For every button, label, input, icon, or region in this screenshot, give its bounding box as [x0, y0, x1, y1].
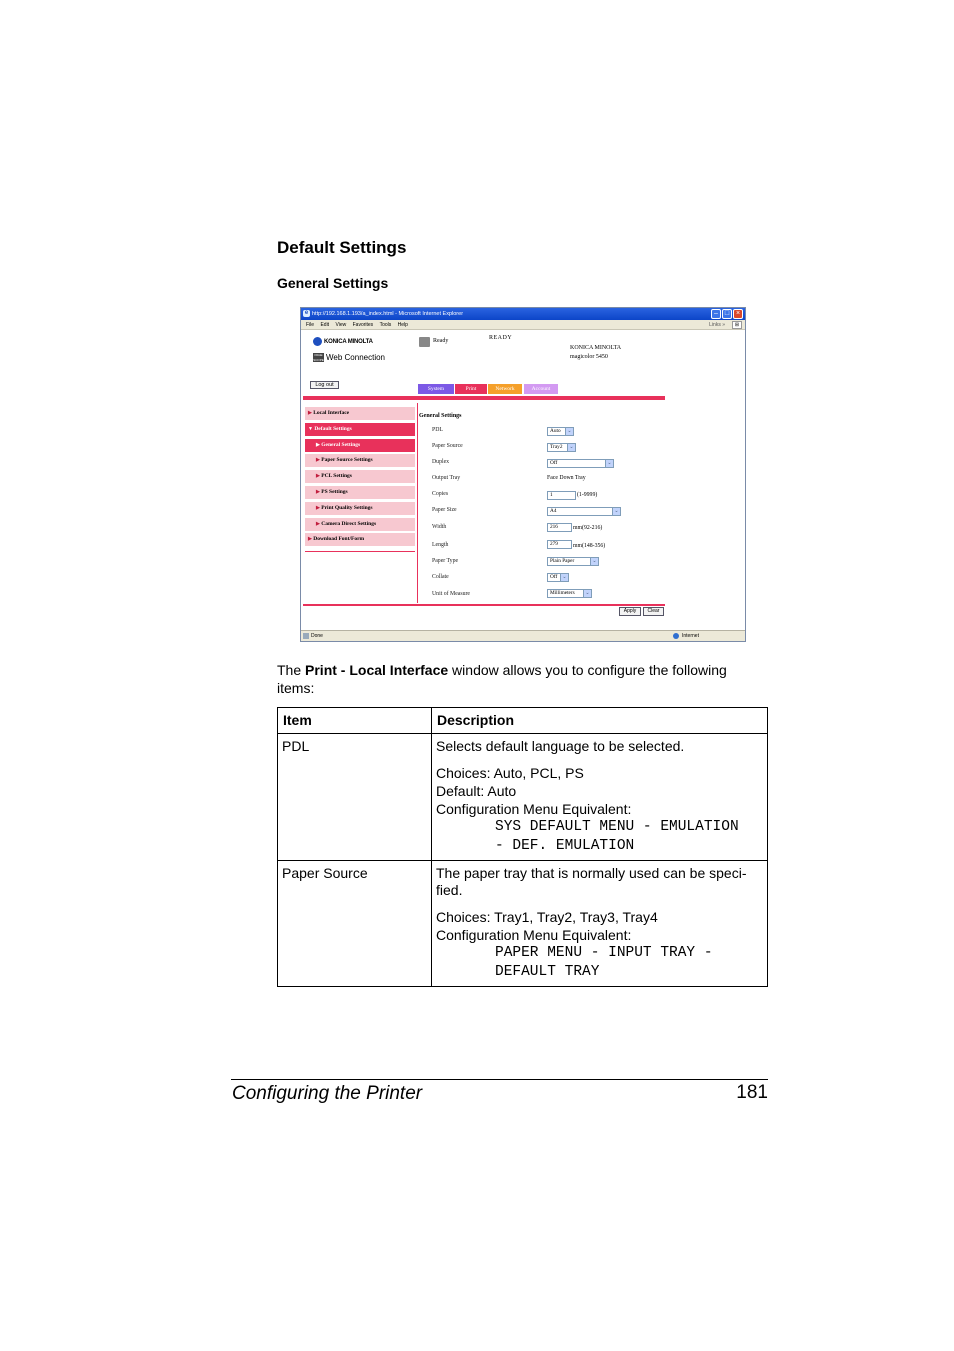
browser-menubar: [301, 320, 745, 330]
length-input[interactable]: 279: [547, 540, 572, 549]
paper-size-value: A4: [550, 508, 557, 514]
sidebar-item-label: Download Font/Form: [313, 536, 365, 543]
sidebar-item-print-quality-settings[interactable]: [305, 502, 415, 515]
tab-system[interactable]: System: [418, 384, 454, 394]
apply-button[interactable]: Apply: [619, 607, 641, 616]
model-vendor: KONICA MINOLTA: [570, 345, 622, 351]
brand-name: KONICA MINOLTA: [324, 339, 373, 346]
internet-zone-icon: [673, 633, 679, 639]
settings-table: [277, 707, 768, 987]
collate-value: Off: [550, 574, 558, 580]
section-heading: Default Settings: [277, 238, 407, 257]
windows-flag-icon: ⊞: [732, 321, 742, 329]
menu-path: SYS DEFAULT MENU - EMULATION: [495, 819, 739, 835]
description-text: Selects default language to be selected.: [436, 738, 685, 754]
triangle-right-icon: ▶: [316, 489, 320, 495]
collate-label: Collate: [432, 574, 449, 580]
row-item-pdl: PDL: [278, 734, 432, 861]
chevron-icon[interactable]: »: [722, 322, 725, 328]
paper-type-value: Plain Paper: [550, 558, 575, 564]
pagescope-logo: PAGE SCOPE: [313, 353, 324, 362]
subsection-heading: General Settings: [277, 275, 389, 291]
length-range: mm(148-356): [573, 543, 606, 549]
chevron-down-icon: ⌄: [583, 590, 591, 597]
sidebar-item-label: Camera Direct Settings: [321, 520, 377, 527]
pdl-label: PDL: [432, 427, 443, 433]
header-description: Description: [432, 708, 768, 734]
triangle-right-icon: ▶: [316, 442, 320, 448]
logout-button[interactable]: Log out: [310, 381, 339, 389]
clear-button[interactable]: Clear: [643, 607, 664, 616]
intro-paragraph: [277, 661, 757, 697]
duplex-select[interactable]: [547, 459, 614, 468]
triangle-right-icon: ▶: [308, 411, 312, 416]
browser-title: http://192.168.1.193/a_index.html - Microsoft Internet Explorer: [312, 311, 464, 317]
footer-rule: [231, 1079, 768, 1080]
width-input[interactable]: 216: [547, 523, 572, 532]
tab-network[interactable]: Network: [488, 384, 522, 394]
description-text: The paper tray that is normally used can be speci-: [436, 865, 747, 881]
maximize-icon[interactable]: □: [722, 309, 732, 319]
table-header-row: [278, 708, 768, 734]
konica-minolta-logo: [313, 337, 373, 346]
ie-icon: e: [304, 310, 309, 316]
chevron-down-icon: ⌄: [612, 508, 620, 515]
copies-label: Copies: [432, 491, 449, 497]
browser-screenshot: [300, 307, 746, 642]
copies-range: (1-9999): [577, 492, 598, 498]
unit-select[interactable]: [547, 589, 592, 598]
table-row: [278, 861, 768, 987]
menu-path-cont: DEFAULT TRAY: [495, 964, 600, 980]
row-description: [432, 734, 768, 861]
sidebar-item-label: Paper Source Settings: [321, 457, 373, 464]
browser-titlebar: [301, 308, 745, 320]
pdl-select[interactable]: [547, 427, 574, 436]
pdl-value: Auto: [550, 428, 561, 434]
links-label: Links: [709, 322, 721, 328]
form-bottom-divider: [303, 604, 665, 606]
status-done: Done: [311, 633, 323, 639]
menu-view[interactable]: View: [335, 322, 347, 328]
default-text: Default: Auto: [436, 783, 517, 799]
printer-icon: [419, 337, 430, 347]
status-zone: Internet: [682, 633, 699, 639]
sidebar-item-label: Local Interface: [313, 410, 350, 416]
triangle-right-icon: ▶: [316, 474, 320, 480]
chevron-down-icon: ⌄: [565, 428, 573, 435]
sidebar-item-pcl-settings[interactable]: [305, 470, 415, 483]
tab-underline: [303, 396, 665, 400]
duplex-label: Duplex: [432, 459, 450, 465]
copies-input[interactable]: 1: [547, 491, 576, 500]
menu-help[interactable]: Help: [397, 322, 408, 328]
header-item: Item: [278, 708, 432, 734]
paper-source-value: Tray2: [550, 444, 563, 450]
sidebar-item-camera-direct-settings[interactable]: [305, 518, 415, 531]
output-tray-label: Output Tray: [432, 475, 461, 481]
sidebar-item-default-settings[interactable]: [305, 423, 415, 436]
menu-favorites[interactable]: Favorites: [352, 322, 374, 328]
product-name: Web Connection: [326, 353, 385, 362]
menu-file[interactable]: File: [306, 322, 315, 328]
form-title: General Settings: [419, 413, 462, 419]
footer-chapter-title: Configuring the Printer: [232, 1083, 423, 1104]
table-row: [278, 734, 768, 861]
triangle-right-icon: ▶: [308, 537, 312, 543]
sidebar-item-download-font-form[interactable]: [305, 533, 415, 546]
row-item-paper-source: Paper Source: [278, 861, 432, 987]
sidebar: [305, 407, 415, 549]
sidebar-item-label: Print Quality Settings: [321, 504, 373, 511]
sidebar-item-label: PCL Settings: [321, 473, 352, 480]
minimize-icon[interactable]: –: [711, 309, 721, 319]
triangle-right-icon: ▶: [316, 458, 320, 464]
intro-text: The: [277, 662, 306, 678]
menu-edit[interactable]: Edit: [320, 322, 330, 328]
paper-source-label: Paper Source: [432, 443, 463, 449]
menu-path: PAPER MENU - INPUT TRAY -: [495, 945, 713, 961]
menu-path-cont: - DEF. EMULATION: [495, 838, 635, 854]
paper-size-select[interactable]: [547, 507, 621, 516]
web-connection-logo: [313, 353, 385, 362]
sidebar-item-label: General Settings: [321, 441, 361, 448]
menu-tools[interactable]: Tools: [379, 322, 392, 328]
sidebar-item-ps-settings[interactable]: [305, 486, 415, 499]
browser-statusbar: [301, 630, 745, 641]
model-name: magicolor 5450: [570, 354, 608, 360]
brand-globe-icon: [313, 337, 322, 346]
triangle-right-icon: ▶: [316, 521, 320, 527]
duplex-value: Off: [550, 460, 558, 466]
triangle-right-icon: ▶: [316, 505, 320, 511]
chevron-down-icon: ⌄: [567, 444, 575, 451]
chevron-down-icon: ⌄: [560, 574, 568, 581]
links-toolbar[interactable]: [709, 320, 725, 330]
triangle-down-icon: ▼: [308, 426, 313, 432]
menu-equivalent-label: Configuration Menu Equivalent:: [436, 927, 632, 943]
intro-text-end: window allows you to configure the following items:: [277, 662, 727, 696]
tab-account[interactable]: Account: [524, 384, 558, 394]
tab-print[interactable]: Print: [455, 384, 487, 394]
width-label: Width: [432, 524, 447, 530]
sidebar-item-general-settings[interactable]: [305, 439, 415, 452]
status-ready-small: Ready: [433, 338, 449, 344]
output-tray-value: Face Down Tray: [547, 475, 586, 481]
length-label: Length: [432, 542, 449, 548]
unit-value: Millimeters: [550, 590, 575, 596]
sidebar-divider: [305, 551, 415, 552]
width-range: mm(92-216): [573, 525, 603, 531]
choices-text: Choices: Tray1, Tray2, Tray3, Tray4: [436, 909, 658, 925]
status-ready: READY: [489, 335, 513, 341]
sidebar-item-paper-source-settings[interactable]: [305, 454, 415, 467]
page-number: 181: [736, 1082, 768, 1103]
paper-source-select[interactable]: [547, 443, 576, 452]
choices-text: Choices: Auto, PCL, PS: [436, 765, 584, 781]
chevron-down-icon: ⌄: [590, 558, 598, 565]
collate-select[interactable]: [547, 573, 569, 582]
unit-label: Unit of Measure: [432, 591, 470, 597]
sidebar-item-local-interface[interactable]: [305, 407, 415, 420]
sidebar-item-label: Default Settings: [314, 425, 352, 432]
description-text-cont: fied.: [436, 882, 463, 898]
intro-bold: Print - Local Interface: [305, 662, 449, 678]
page-icon: [303, 633, 309, 639]
paper-type-select[interactable]: [547, 557, 599, 566]
paper-size-label: Paper Size: [432, 507, 457, 513]
close-icon[interactable]: ×: [733, 309, 743, 319]
menu-equivalent-label: Configuration Menu Equivalent:: [436, 801, 632, 817]
sidebar-item-label: PS Settings: [321, 488, 348, 495]
content-divider: [417, 403, 418, 603]
row-description: [432, 861, 768, 987]
paper-type-label: Paper Type: [432, 558, 459, 564]
chevron-down-icon: ⌄: [605, 460, 613, 467]
